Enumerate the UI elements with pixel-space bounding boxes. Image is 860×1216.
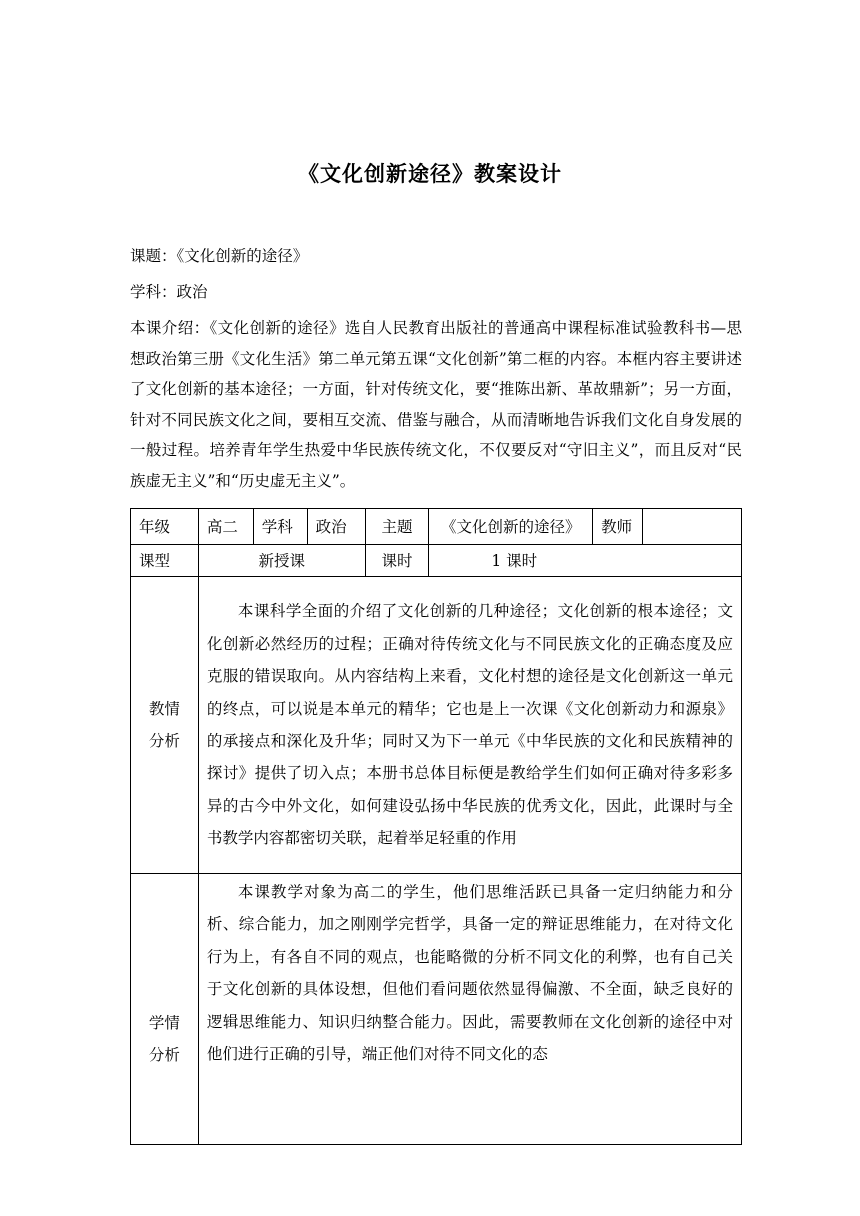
table-row xyxy=(131,874,742,1145)
topic-value: 《文化创新的途径》 xyxy=(429,509,593,545)
table-row xyxy=(131,577,742,874)
teaching-analysis-label xyxy=(131,577,199,874)
lesson-info-table xyxy=(130,508,742,1145)
course-intro: 本课介绍：《文化创新的途径》选自人民教育出版社的普通高中课程标准试验教科书—思想政治第三册《文化生活》第二单元第五课“文化创新”第二框的内容。本框内容主要讲述了文化创新的基本途径；一方面，针对传统文化，要“推陈出新、革故鼎新”；另一方面，针对不同民族文化之间，要相互交流、借鉴与融合，从而清晰地告诉我们文化自身发展的一般过程。培养青年学生热爱中华民族传统文化，不仅要反对“守旧主义”，而且反对“民族虚无主义”和“历史虚无主义”。 xyxy=(130,319,742,490)
topic-label: 主题 xyxy=(365,509,429,545)
grade-label: 年级 xyxy=(131,509,199,545)
student-analysis-label-line2: 分析 xyxy=(148,1046,180,1064)
table-row xyxy=(131,545,742,577)
subject-line: 学科：政治 xyxy=(130,283,208,301)
teaching-analysis-label-line2: 分析 xyxy=(148,732,180,750)
student-analysis-content xyxy=(198,874,741,1145)
course-topic: 课题：《文化创新的途径》 xyxy=(130,247,309,265)
class-hours-label: 课时 xyxy=(365,545,429,577)
grade-value: 高二 xyxy=(198,509,253,545)
student-analysis-label-line1: 学情 xyxy=(148,1014,180,1032)
page-title: 《文化创新途径》教案设计 xyxy=(298,162,562,186)
table-row xyxy=(131,509,742,545)
subject-label: 学科 xyxy=(253,509,307,545)
teaching-analysis-content xyxy=(198,577,741,874)
lesson-type-label: 课型 xyxy=(131,545,199,577)
subject-value: 政治 xyxy=(307,509,365,545)
teacher-value xyxy=(643,509,742,545)
student-analysis-text: 本课教学对象为高二的学生，他们思维活跃已具备一定归纳能力和分析、综合能力，加之刚刚学完哲学，具备一定的辩证思维能力，在对待文化行为上，有各自不同的观点，也能略微的分析不同文化的利弊，也有自己关于文化创新的具体设想，但他们看问题依然显得偏激、不全面，缺乏良好的逻辑思维能力、知识归纳整合能力。因此，需要教师在文化创新的途径中对他们进行正确的引导，端正他们对待不同文化的态 xyxy=(206,883,733,1064)
class-hours-value: 1 课时 xyxy=(429,545,742,577)
teaching-analysis-text: 本课科学全面的介绍了文化创新的几种途径；文化创新的根本途径；文化创新必然经历的过程；正确对待传统文化与不同民族文化的正确态度及应克服的错误取向。从内容结构上来看，文化村想的途径是文化创新这一单元的终点，可以说是本单元的精华；它也是上一次课《文化创新动力和源泉》的承接点和深化及升华；同时又为下一单元《中华民族的文化和民族精神的探讨》提供了切入点；本册书总体目标便是教给学生们如何正确对待多彩多异的古今中外文化，如何建设弘扬中华民族的优秀文化，因此，此课时与全书教学内容都密切关联，起着举足轻重的作用 xyxy=(206,602,733,848)
lesson-type-value: 新授课 xyxy=(198,545,365,577)
teaching-analysis-label-line1: 教情 xyxy=(148,700,180,718)
teacher-label: 教师 xyxy=(593,509,643,545)
student-analysis-label xyxy=(131,874,199,1145)
